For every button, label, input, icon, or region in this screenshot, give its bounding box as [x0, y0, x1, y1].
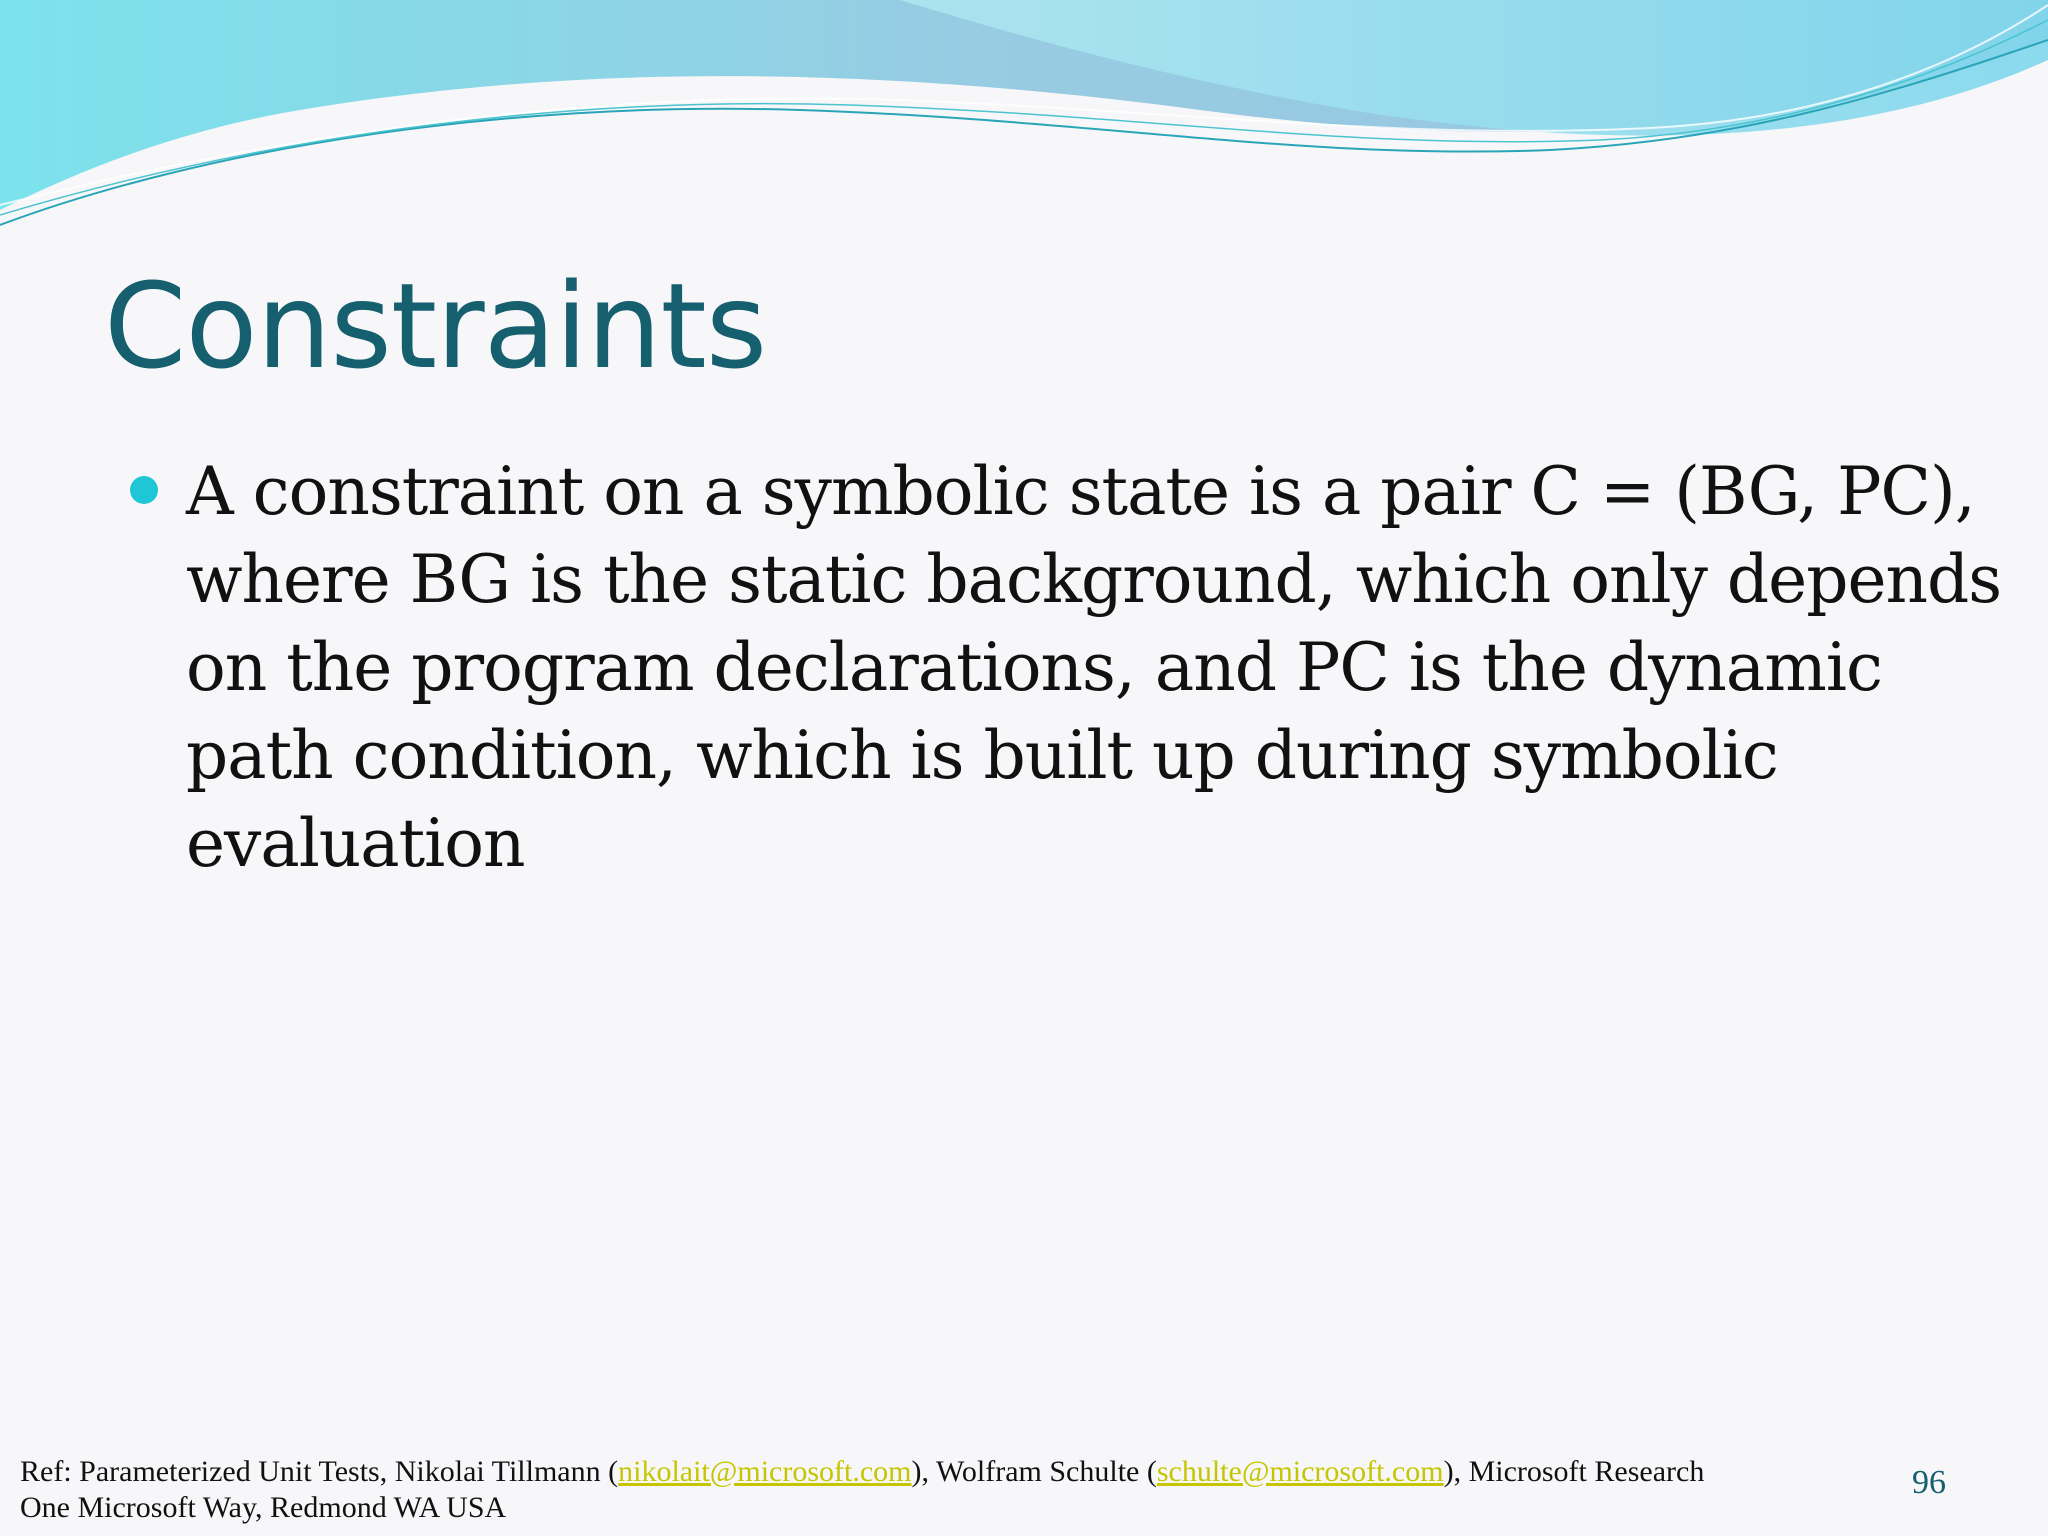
slide-title: Constraints [104, 257, 767, 395]
bullet-dot-icon [130, 476, 158, 504]
bullet-item [128, 448, 2008, 888]
reference-footer [20, 1454, 1704, 1526]
email-link-schulte[interactable]: schulte@microsoft.com [1156, 1455, 1444, 1488]
bullet-text: A constraint on a symbolic state is a pair C = (BG, PC), where BG is the static background, which only depends on the program declarations, and PC is the dynamic path condition, which is built up during symbolic evaluation [186, 453, 2002, 882]
email-link-tillmann[interactable]: nikolait@microsoft.com [618, 1455, 912, 1488]
bullet-list [128, 448, 2008, 888]
footer-ref-middle: ), Wolfram Schulte ( [911, 1455, 1157, 1488]
footer-ref-suffix: ), Microsoft Research [1443, 1455, 1705, 1488]
page-number: 96 [1912, 1464, 1946, 1501]
footer-line-1 [20, 1454, 1704, 1490]
header-wave-decoration [0, 0, 2048, 240]
footer-ref-prefix: Ref: Parameterized Unit Tests, Nikolai Tillmann ( [20, 1455, 619, 1488]
footer-line-2: One Microsoft Way, Redmond WA USA [20, 1491, 507, 1524]
